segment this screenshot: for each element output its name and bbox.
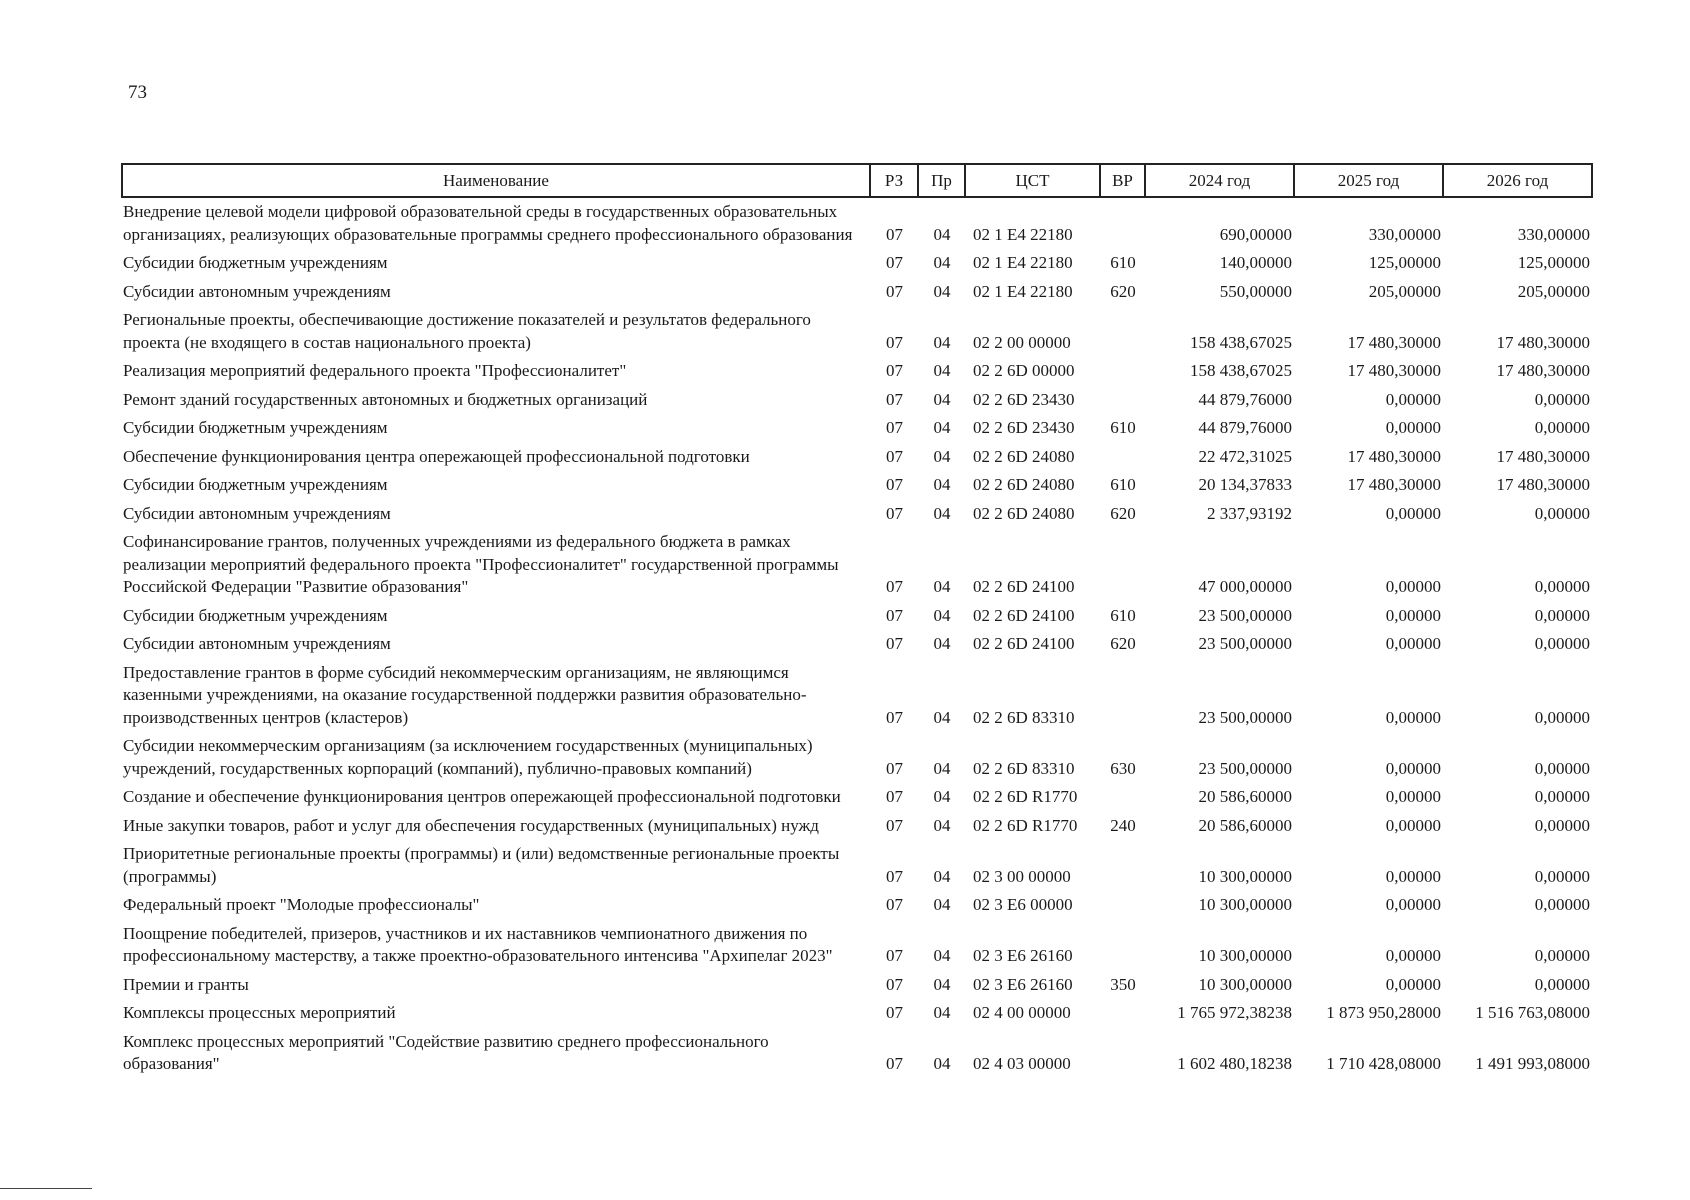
- row-cst: 02 2 6D 24080: [973, 446, 1075, 466]
- row-2024: 20 586,60000: [1198, 815, 1292, 835]
- row-2025: 125,00000: [1368, 253, 1441, 272]
- row-2024: 10 300,00000: [1198, 974, 1292, 994]
- row-vr: [1100, 306, 1145, 357]
- row-2025: 17 480,30000: [1347, 361, 1441, 380]
- row-2024: 23 500,00000: [1198, 707, 1292, 727]
- row-rz: 07: [886, 815, 903, 835]
- row-2025: 0,00000: [1385, 418, 1441, 437]
- row-2026: 0,00000: [1534, 577, 1590, 596]
- row-2024: 158 438,67025: [1190, 361, 1292, 380]
- row-2026: 330,00000: [1517, 224, 1590, 244]
- table-row: [122, 630, 1592, 659]
- row-name: Приоритетные региональные проекты (программы) и (или) ведомственные региональные проекты (программы): [123, 844, 840, 886]
- row-2024: 47 000,00000: [1198, 577, 1292, 596]
- row-2025: 17 480,30000: [1347, 446, 1441, 466]
- row-2026: 17 480,30000: [1496, 446, 1590, 466]
- header-pr: Пр: [918, 164, 965, 197]
- row-rz: 07: [886, 503, 903, 523]
- row-pr: 04: [933, 634, 951, 653]
- row-cst: 02 1 Е4 22180: [973, 224, 1073, 244]
- row-pr: 04: [933, 224, 951, 244]
- row-2024: 44 879,76000: [1198, 418, 1292, 437]
- row-name: Субсидии автономным учреждениям: [123, 281, 391, 301]
- header-rz: РЗ: [870, 164, 918, 197]
- row-rz: 07: [886, 281, 903, 301]
- row-vr: 610: [1110, 475, 1136, 494]
- row-name: Субсидии автономным учреждениям: [123, 503, 391, 523]
- row-pr: 04: [933, 281, 951, 301]
- row-cst: 02 2 6D 24080: [973, 503, 1075, 523]
- row-name: Софинансирование грантов, полученных учреждениями из федерального бюджета в рамках реализации мероприятий федерального проекта "Профессионалитет" государственной программы Российской Федерации "Развитие образования": [123, 532, 839, 596]
- row-cst: 02 2 00 00000: [973, 332, 1071, 352]
- row-rz: 07: [886, 758, 903, 778]
- row-2024: 140,00000: [1219, 253, 1292, 272]
- row-2026: 0,00000: [1534, 895, 1590, 914]
- row-vr: 620: [1110, 281, 1136, 301]
- row-name: Региональные проекты, обеспечивающие достижение показателей и результатов федерального проекта (не входящего в состав национального проекта): [123, 310, 811, 352]
- table-row: [122, 386, 1592, 415]
- row-2026: 1 491 993,08000: [1475, 1054, 1590, 1073]
- row-name: Создание и обеспечение функционирования центров опережающей профессиональной подготовки: [123, 787, 841, 806]
- row-vr: [1100, 357, 1145, 386]
- row-2024: 44 879,76000: [1198, 389, 1292, 409]
- row-vr: [1100, 443, 1145, 472]
- row-2024: 158 438,67025: [1190, 332, 1292, 352]
- row-cst: 02 2 6D R1770: [973, 787, 1078, 806]
- row-pr: 04: [933, 418, 951, 437]
- row-rz: 07: [886, 389, 903, 409]
- table-row: [122, 971, 1592, 1000]
- row-rz: 07: [886, 332, 903, 352]
- row-cst: 02 2 6D 23430: [973, 389, 1075, 409]
- table-row: [122, 197, 1592, 249]
- row-2024: 550,00000: [1219, 281, 1292, 301]
- table-row: [122, 732, 1592, 783]
- row-2026: 125,00000: [1517, 253, 1590, 272]
- row-2026: 0,00000: [1534, 866, 1590, 886]
- row-name: Премии и гранты: [123, 974, 249, 994]
- row-2025: 17 480,30000: [1347, 332, 1441, 352]
- row-pr: 04: [933, 446, 951, 466]
- row-pr: 04: [933, 866, 951, 886]
- row-vr: [1100, 783, 1145, 812]
- row-2025: 0,00000: [1385, 605, 1441, 625]
- row-vr: [1100, 920, 1145, 971]
- row-name: Поощрение победителей, призеров, участников и их наставников чемпионатного движения по профессиональному мастерству, а также проектно-образовательного интенсива "Архипелаг 2023": [123, 923, 833, 965]
- table-row: [122, 891, 1592, 920]
- row-2026: 205,00000: [1517, 281, 1590, 301]
- table-row: [122, 659, 1592, 733]
- row-rz: 07: [886, 253, 903, 272]
- row-name: Субсидии бюджетным учреждениям: [123, 253, 388, 272]
- row-rz: 07: [886, 361, 903, 380]
- row-vr: [1100, 528, 1145, 602]
- row-vr: 620: [1110, 634, 1136, 653]
- row-cst: 02 2 6D 24080: [973, 475, 1075, 494]
- row-cst: 02 3 Е6 26160: [973, 946, 1073, 965]
- row-rz: 07: [886, 605, 903, 625]
- row-2026: 1 516 763,08000: [1475, 1003, 1590, 1022]
- row-rz: 07: [886, 866, 903, 886]
- row-2026: 17 480,30000: [1496, 475, 1590, 494]
- row-cst: 02 2 6D 23430: [973, 418, 1075, 437]
- row-pr: 04: [933, 974, 951, 994]
- row-2026: 0,00000: [1534, 503, 1590, 523]
- table-row: [122, 602, 1592, 631]
- table-row: [122, 812, 1592, 841]
- row-2024: 22 472,31025: [1198, 446, 1292, 466]
- row-pr: 04: [933, 758, 951, 778]
- row-rz: 07: [886, 1054, 903, 1073]
- row-cst: 02 4 00 00000: [973, 1003, 1071, 1022]
- table-row: [122, 999, 1592, 1028]
- row-name: Комплексы процессных мероприятий: [123, 1003, 396, 1022]
- row-2026: 0,00000: [1534, 974, 1590, 994]
- row-rz: 07: [886, 707, 903, 727]
- row-pr: 04: [933, 605, 951, 625]
- row-cst: 02 2 6D 83310: [973, 707, 1075, 727]
- row-2025: 205,00000: [1368, 281, 1441, 301]
- row-pr: 04: [933, 389, 951, 409]
- row-vr: 610: [1110, 253, 1136, 272]
- row-2024: 10 300,00000: [1198, 946, 1292, 965]
- row-name: Обеспечение функционирования центра опережающей профессиональной подготовки: [123, 446, 750, 466]
- row-vr: 240: [1110, 815, 1136, 835]
- row-2025: 0,00000: [1385, 634, 1441, 653]
- row-rz: 07: [886, 418, 903, 437]
- row-2024: 10 300,00000: [1198, 866, 1292, 886]
- table-row: [122, 840, 1592, 891]
- table-header: [122, 164, 1592, 197]
- row-vr: [1100, 840, 1145, 891]
- row-rz: 07: [886, 577, 903, 596]
- row-vr: [1100, 197, 1145, 249]
- row-rz: 07: [886, 446, 903, 466]
- row-vr: 620: [1110, 503, 1136, 523]
- row-name: Реализация мероприятий федерального проекта "Профессионалитет": [123, 361, 627, 380]
- row-rz: 07: [886, 475, 903, 494]
- row-2024: 20 134,37833: [1198, 475, 1292, 494]
- row-2024: 23 500,00000: [1198, 634, 1292, 653]
- row-pr: 04: [933, 503, 951, 523]
- table-body: [122, 197, 1592, 1079]
- table-row: [122, 1028, 1592, 1079]
- row-pr: 04: [933, 815, 951, 835]
- row-2025: 17 480,30000: [1347, 475, 1441, 494]
- row-name: Субсидии бюджетным учреждениям: [123, 475, 388, 494]
- row-2025: 1 873 950,28000: [1326, 1003, 1441, 1022]
- row-vr: 610: [1110, 605, 1136, 625]
- row-vr: [1100, 891, 1145, 920]
- row-rz: 07: [886, 787, 903, 806]
- table-row: [122, 278, 1592, 307]
- row-2026: 0,00000: [1534, 418, 1590, 437]
- row-pr: 04: [933, 707, 951, 727]
- table-row: [122, 500, 1592, 529]
- row-vr: 610: [1110, 418, 1136, 437]
- row-2024: 23 500,00000: [1198, 605, 1292, 625]
- budget-table: [121, 163, 1593, 1079]
- footer-rule: [0, 1188, 92, 1189]
- page-number: 73: [128, 82, 147, 103]
- row-cst: 02 1 Е4 22180: [973, 253, 1073, 272]
- row-2025: 330,00000: [1368, 224, 1441, 244]
- row-cst: 02 1 Е4 22180: [973, 281, 1073, 301]
- table-row: [122, 249, 1592, 278]
- row-cst: 02 3 Е6 00000: [973, 895, 1073, 914]
- row-cst: 02 3 Е6 26160: [973, 974, 1073, 994]
- row-name: Субсидии некоммерческим организациям (за исключением государственных (муниципальных) учреждений, государственных корпораций (компаний), публично-правовых компаний): [123, 736, 813, 778]
- row-2026: 0,00000: [1534, 389, 1590, 409]
- row-vr: [1100, 659, 1145, 733]
- row-name: Субсидии бюджетным учреждениям: [123, 418, 388, 437]
- header-cst: ЦСТ: [965, 164, 1100, 197]
- table-row: [122, 414, 1592, 443]
- row-cst: 02 2 6D R1770: [973, 815, 1078, 835]
- row-name: Иные закупки товаров, работ и услуг для обеспечения государственных (муниципальных) нужд: [123, 815, 819, 835]
- row-2024: 690,00000: [1219, 224, 1292, 244]
- row-2025: 0,00000: [1385, 866, 1441, 886]
- row-2026: 0,00000: [1534, 707, 1590, 727]
- row-name: Ремонт зданий государственных автономных и бюджетных организаций: [123, 389, 648, 409]
- row-pr: 04: [933, 1054, 951, 1073]
- table-row: [122, 471, 1592, 500]
- row-cst: 02 2 6D 24100: [973, 577, 1075, 596]
- row-2026: 0,00000: [1534, 758, 1590, 778]
- header-name: Наименование: [122, 164, 870, 197]
- row-name: Комплекс процессных мероприятий "Содействие развитию среднего профессионального образования": [123, 1031, 769, 1073]
- row-2024: 10 300,00000: [1198, 895, 1292, 914]
- row-2026: 17 480,30000: [1496, 332, 1590, 352]
- row-2024: 23 500,00000: [1198, 758, 1292, 778]
- table-row: [122, 528, 1592, 602]
- row-rz: 07: [886, 974, 903, 994]
- table-row: [122, 443, 1592, 472]
- row-vr: 350: [1110, 974, 1136, 994]
- row-2025: 0,00000: [1385, 577, 1441, 596]
- row-pr: 04: [933, 895, 951, 914]
- row-pr: 04: [933, 253, 951, 272]
- row-cst: 02 3 00 00000: [973, 866, 1071, 886]
- table-row: [122, 357, 1592, 386]
- row-name: Федеральный проект "Молодые профессионалы": [123, 895, 480, 914]
- row-rz: 07: [886, 634, 903, 653]
- row-2025: 0,00000: [1385, 974, 1441, 994]
- row-vr: [1100, 386, 1145, 415]
- row-name: Внедрение целевой модели цифровой образовательной среды в государственных образовательных организациях, реализующих образовательные программы среднего профессионального образования: [123, 202, 853, 244]
- row-vr: [1100, 1028, 1145, 1079]
- budget-table-container: [121, 163, 1593, 1079]
- row-2026: 0,00000: [1534, 946, 1590, 965]
- row-cst: 02 2 6D 83310: [973, 758, 1075, 778]
- header-2024: 2024 год: [1145, 164, 1294, 197]
- row-rz: 07: [886, 1003, 903, 1022]
- row-pr: 04: [933, 946, 951, 965]
- row-pr: 04: [933, 787, 951, 806]
- row-2025: 1 710 428,08000: [1326, 1054, 1441, 1073]
- row-2025: 0,00000: [1385, 503, 1441, 523]
- row-name: Предоставление грантов в форме субсидий некоммерческим организациям, не являющимся казенными учреждениями, на оказание государственной поддержки развития образовательно-производственных центров (кластеров): [123, 662, 807, 727]
- row-name: Субсидии автономным учреждениям: [123, 634, 391, 653]
- row-2025: 0,00000: [1385, 895, 1441, 914]
- row-cst: 02 2 6D 24100: [973, 634, 1075, 653]
- row-pr: 04: [933, 1003, 951, 1022]
- row-2024: 2 337,93192: [1207, 503, 1292, 523]
- row-rz: 07: [886, 224, 903, 244]
- header-2025: 2025 год: [1294, 164, 1443, 197]
- header-2026: 2026 год: [1443, 164, 1592, 197]
- row-2025: 0,00000: [1385, 787, 1441, 806]
- row-pr: 04: [933, 577, 951, 596]
- row-vr: 630: [1110, 758, 1136, 778]
- table-row: [122, 783, 1592, 812]
- row-cst: 02 2 6D 24100: [973, 605, 1075, 625]
- row-2025: 0,00000: [1385, 707, 1441, 727]
- row-2024: 1 765 972,38238: [1177, 1003, 1292, 1022]
- row-pr: 04: [933, 361, 951, 380]
- row-2025: 0,00000: [1385, 389, 1441, 409]
- row-2024: 1 602 480,18238: [1177, 1054, 1292, 1073]
- row-pr: 04: [933, 475, 951, 494]
- row-2026: 0,00000: [1534, 605, 1590, 625]
- row-pr: 04: [933, 332, 951, 352]
- row-2024: 20 586,60000: [1198, 787, 1292, 806]
- row-2026: 0,00000: [1534, 815, 1590, 835]
- table-row: [122, 306, 1592, 357]
- row-2026: 0,00000: [1534, 787, 1590, 806]
- row-rz: 07: [886, 895, 903, 914]
- row-cst: 02 2 6D 00000: [973, 361, 1075, 380]
- row-rz: 07: [886, 946, 903, 965]
- header-vr: ВР: [1100, 164, 1145, 197]
- row-name: Субсидии бюджетным учреждениям: [123, 605, 388, 625]
- row-2025: 0,00000: [1385, 815, 1441, 835]
- row-vr: [1100, 999, 1145, 1028]
- row-2026: 17 480,30000: [1496, 361, 1590, 380]
- row-2025: 0,00000: [1385, 758, 1441, 778]
- row-2025: 0,00000: [1385, 946, 1441, 965]
- table-row: [122, 920, 1592, 971]
- row-2026: 0,00000: [1534, 634, 1590, 653]
- row-cst: 02 4 03 00000: [973, 1054, 1071, 1073]
